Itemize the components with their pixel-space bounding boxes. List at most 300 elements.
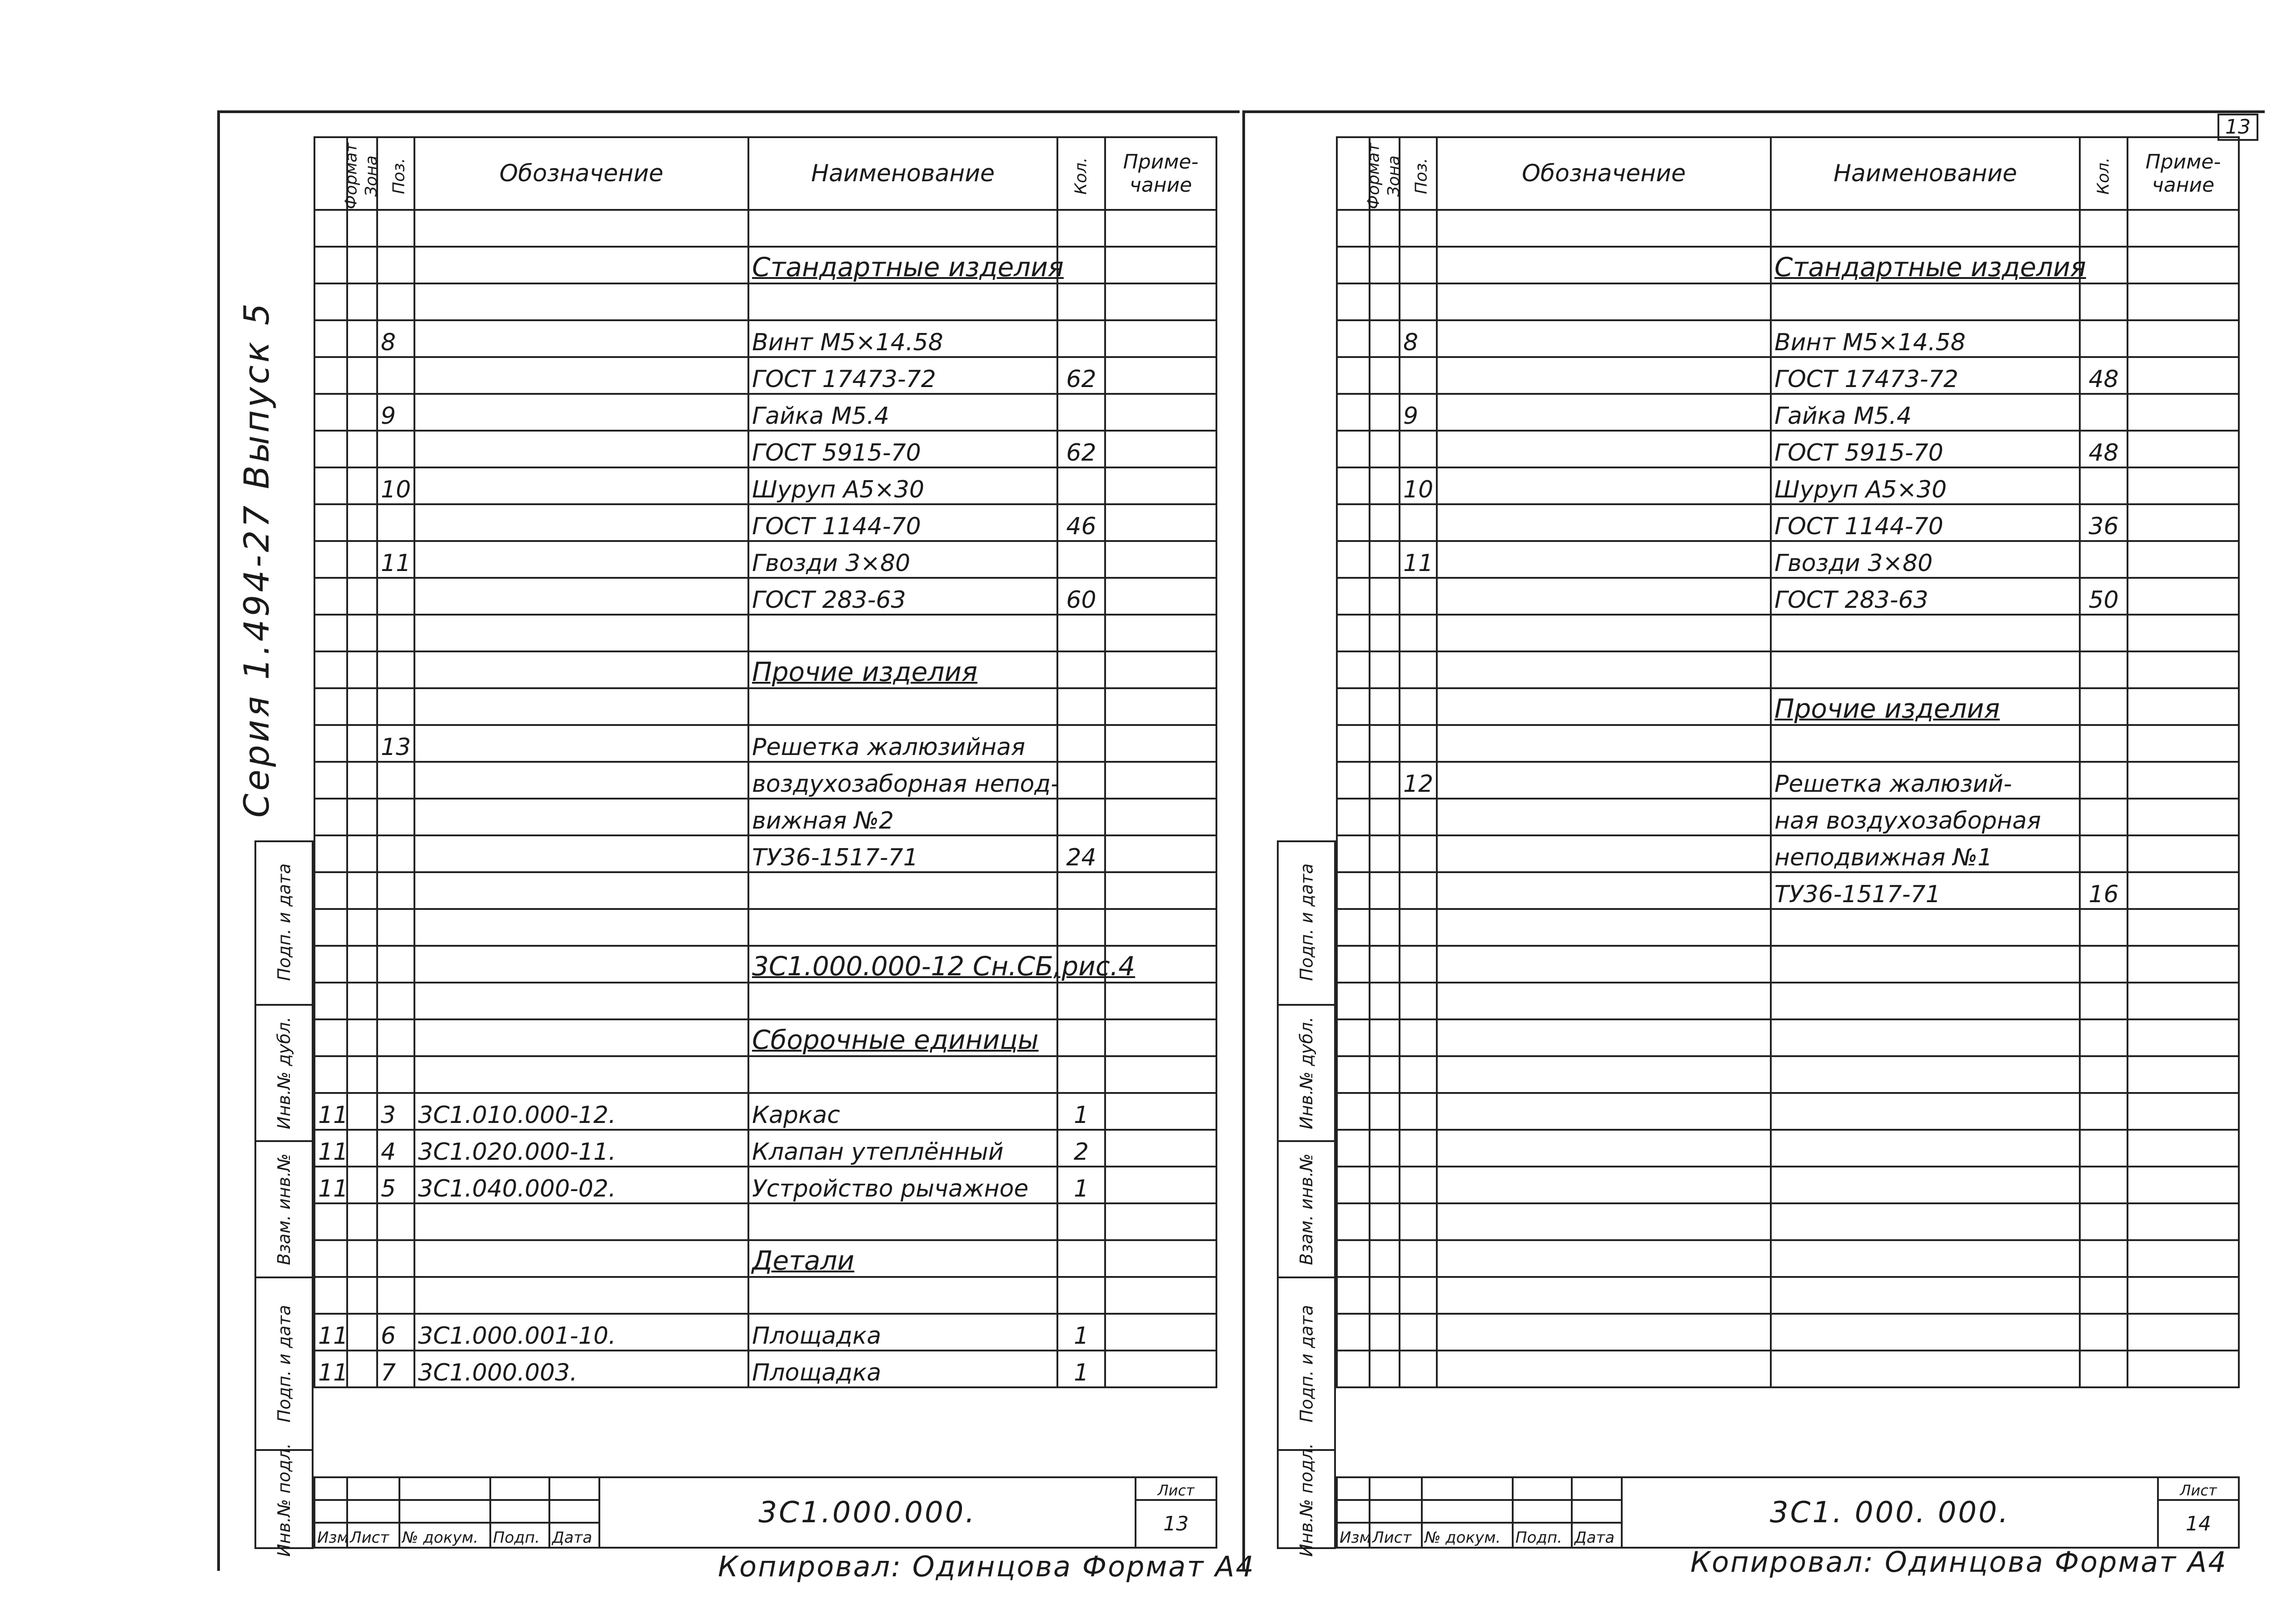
table-row — [1337, 247, 2239, 283]
cell-pos — [377, 1240, 414, 1277]
cell-zone — [1370, 210, 1400, 247]
cell-fmt — [1337, 504, 1370, 541]
cell-pos — [377, 431, 414, 467]
cell-designation — [1437, 835, 1771, 872]
table-row — [1337, 283, 2239, 320]
cell-pos — [1400, 799, 1437, 835]
cell-note — [2128, 247, 2239, 283]
cell-designation — [414, 394, 748, 431]
cell-designation — [1437, 283, 1771, 320]
cell-fmt — [1337, 210, 1370, 247]
cell-zone — [1370, 725, 1400, 762]
cell-qty — [2080, 983, 2128, 1019]
cell-note — [2128, 799, 2239, 835]
cell-qty: 62 — [1057, 431, 1105, 467]
cell-zone — [1370, 983, 1400, 1019]
cell-pos: 8 — [1400, 320, 1437, 357]
cell-note — [1105, 504, 1216, 541]
cell-pos — [1400, 578, 1437, 615]
table-row — [1337, 1351, 2239, 1387]
cell-zone — [1370, 467, 1400, 504]
cell-note — [1105, 431, 1216, 467]
cell-zone — [347, 1351, 377, 1387]
cell-name: Решетка жалюзий- — [1771, 762, 2080, 799]
cell-name — [748, 1203, 1057, 1240]
cell-designation — [414, 320, 748, 357]
cell-note — [1105, 651, 1216, 688]
cell-qty — [1057, 762, 1105, 799]
cell-note — [2128, 320, 2239, 357]
cell-fmt — [1337, 1277, 1370, 1314]
cell-fmt — [1337, 909, 1370, 946]
table-row — [314, 688, 1216, 725]
cell-designation — [414, 872, 748, 909]
cell-name: Клапан утеплённый — [748, 1130, 1057, 1167]
cell-fmt — [1337, 1167, 1370, 1203]
table-row — [314, 983, 1216, 1019]
margin-label: Инв.№ дубл. — [1296, 1017, 1317, 1129]
cell-fmt — [314, 872, 347, 909]
cell-fmt — [1337, 320, 1370, 357]
cell-designation — [414, 1056, 748, 1093]
section-heading-text: Детали — [752, 1245, 855, 1276]
cell-designation: 3С1.000.001-10. — [414, 1314, 748, 1351]
right-title-block — [1336, 1476, 2240, 1549]
cell-fmt — [1337, 357, 1370, 394]
cell-qty: 48 — [2080, 431, 2128, 467]
cell-pos — [377, 1019, 414, 1056]
cell-zone — [1370, 541, 1400, 578]
cell-zone — [347, 1056, 377, 1093]
cell-qty — [2080, 467, 2128, 504]
cell-note — [2128, 357, 2239, 394]
cell-pos: 8 — [377, 320, 414, 357]
cell-designation — [414, 431, 748, 467]
cell-qty — [1057, 210, 1105, 247]
cell-name — [748, 1056, 1057, 1093]
cell-name: Гвозди 3×80 — [748, 541, 1057, 578]
cell-qty — [1057, 1056, 1105, 1093]
table-row — [314, 1314, 1216, 1351]
section-heading — [748, 651, 1057, 688]
cell-fmt — [1337, 946, 1370, 983]
cell-zone — [1370, 651, 1400, 688]
doc-code: 3С1. 000. 000. — [1622, 1477, 2158, 1548]
table-row — [314, 1351, 1216, 1387]
cell-qty — [1057, 283, 1105, 320]
cell-designation — [414, 835, 748, 872]
header-format: Формат — [1337, 137, 1370, 210]
cell-name: ГОСТ 17473-72 — [1771, 357, 2080, 394]
cell-designation — [414, 578, 748, 615]
cell-pos — [377, 1277, 414, 1314]
cell-designation — [1437, 725, 1771, 762]
cell-designation — [414, 651, 748, 688]
cell-fmt — [1337, 1130, 1370, 1167]
cell-pos — [1400, 247, 1437, 283]
cell-pos — [1400, 615, 1437, 651]
header-zone: Зона — [347, 137, 377, 210]
cell-pos: 9 — [1400, 394, 1437, 431]
table-row — [1337, 909, 2239, 946]
cell-designation — [414, 725, 748, 762]
cell-name — [1771, 1093, 2080, 1130]
cell-fmt — [314, 578, 347, 615]
cell-pos — [377, 799, 414, 835]
cell-designation — [1437, 504, 1771, 541]
cell-designation — [1437, 394, 1771, 431]
cell-note — [1105, 872, 1216, 909]
table-row — [1337, 578, 2239, 615]
cell-zone — [347, 504, 377, 541]
tb-label-izm: Изм — [1337, 1523, 1370, 1548]
cell-name — [1771, 651, 2080, 688]
cell-zone — [347, 1093, 377, 1130]
cell-pos: 12 — [1400, 762, 1437, 799]
table-row — [1337, 835, 2239, 872]
cell-pos: 10 — [1400, 467, 1437, 504]
cell-zone — [1370, 431, 1400, 467]
cell-zone — [1370, 283, 1400, 320]
cell-zone — [347, 799, 377, 835]
cell-pos — [1400, 1019, 1437, 1056]
table-row — [1337, 983, 2239, 1019]
cell-pos: 11 — [377, 541, 414, 578]
cell-qty — [2080, 946, 2128, 983]
table-row — [1337, 762, 2239, 799]
table-row — [1337, 210, 2239, 247]
cell-designation — [1437, 1203, 1771, 1240]
cell-qty — [2080, 320, 2128, 357]
cell-name: Винт М5×14.58 — [748, 320, 1057, 357]
cell-fmt — [314, 1056, 347, 1093]
cell-designation — [1437, 651, 1771, 688]
cell-fmt — [1337, 1056, 1370, 1093]
table-row — [1337, 357, 2239, 394]
cell-fmt — [314, 1240, 347, 1277]
cell-qty — [2080, 394, 2128, 431]
table-row — [1337, 1277, 2239, 1314]
table-row — [314, 578, 1216, 615]
cell-pos — [377, 247, 414, 283]
cell-designation — [414, 1240, 748, 1277]
table-row — [1337, 1093, 2239, 1130]
margin-label: Взам. инв.№ — [274, 1153, 294, 1265]
cell-fmt — [314, 725, 347, 762]
table-row — [1337, 394, 2239, 431]
cell-pos — [1400, 946, 1437, 983]
cell-zone — [347, 725, 377, 762]
cell-pos: 9 — [377, 394, 414, 431]
cell-note — [2128, 394, 2239, 431]
cell-designation — [1437, 1314, 1771, 1351]
cell-note — [2128, 1240, 2239, 1277]
table-row — [1337, 1019, 2239, 1056]
cell-note — [1105, 1277, 1216, 1314]
cell-note — [2128, 1314, 2239, 1351]
header-qty: Кол. — [1057, 137, 1105, 210]
cell-note — [2128, 467, 2239, 504]
header-format: Формат — [314, 137, 347, 210]
cell-designation — [414, 210, 748, 247]
cell-designation — [414, 946, 748, 983]
cell-zone — [1370, 504, 1400, 541]
cell-name — [1771, 946, 2080, 983]
table-row — [314, 946, 1216, 983]
cell-designation: 3С1.000.003. — [414, 1351, 748, 1387]
cell-pos — [1400, 357, 1437, 394]
cell-qty — [1057, 983, 1105, 1019]
cell-qty — [1057, 247, 1105, 283]
cell-designation — [1437, 1093, 1771, 1130]
cell-fmt: 11 — [314, 1314, 347, 1351]
cell-fmt — [1337, 283, 1370, 320]
cell-name: Шуруп А5×30 — [748, 467, 1057, 504]
cell-designation — [414, 983, 748, 1019]
cell-pos — [1400, 909, 1437, 946]
cell-fmt — [1337, 799, 1370, 835]
cell-fmt — [1337, 725, 1370, 762]
cell-zone — [1370, 1240, 1400, 1277]
cell-qty — [1057, 725, 1105, 762]
cell-qty: 46 — [1057, 504, 1105, 541]
cell-note — [1105, 394, 1216, 431]
cell-note — [2128, 578, 2239, 615]
cell-pos — [377, 872, 414, 909]
cell-zone — [1370, 578, 1400, 615]
tb-label-date: Дата — [1572, 1523, 1622, 1548]
cell-pos: 7 — [377, 1351, 414, 1387]
cell-fmt — [314, 467, 347, 504]
cell-qty — [1057, 799, 1105, 835]
table-row — [1337, 1056, 2239, 1093]
cell-note — [1105, 983, 1216, 1019]
cell-designation: 3С1.010.000-12. — [414, 1093, 748, 1130]
cell-designation — [1437, 1130, 1771, 1167]
cell-qty — [1057, 541, 1105, 578]
cell-zone — [347, 1019, 377, 1056]
cell-pos: 11 — [1400, 541, 1437, 578]
table-row — [1337, 688, 2239, 725]
table-row — [314, 541, 1216, 578]
cell-zone — [1370, 872, 1400, 909]
cell-name: Винт М5×14.58 — [1771, 320, 2080, 357]
cell-designation — [414, 615, 748, 651]
sheet-label: Лист — [2158, 1477, 2239, 1500]
cell-fmt — [314, 615, 347, 651]
cell-designation — [1437, 247, 1771, 283]
table-row — [1337, 725, 2239, 762]
sheet-number: 14 — [2158, 1500, 2239, 1548]
cell-fmt: 11 — [314, 1351, 347, 1387]
table-row — [1337, 1130, 2239, 1167]
section-heading-text: Сборочные единицы — [752, 1024, 1039, 1055]
cell-note — [1105, 835, 1216, 872]
cell-note — [1105, 1167, 1216, 1203]
section-heading — [1771, 688, 2080, 725]
cell-zone — [347, 909, 377, 946]
cell-designation — [1437, 1351, 1771, 1387]
cell-name — [1771, 283, 2080, 320]
cell-designation — [1437, 983, 1771, 1019]
margin-label: Взам. инв.№ — [1296, 1153, 1316, 1265]
cell-designation — [414, 762, 748, 799]
table-row — [1337, 615, 2239, 651]
left-footer: Копировал: Одинцова Формат А4 — [718, 1550, 1255, 1583]
cell-name: ГОСТ 1144-70 — [1771, 504, 2080, 541]
cell-qty — [1057, 909, 1105, 946]
cell-pos — [377, 283, 414, 320]
section-heading — [748, 946, 1136, 983]
header-note: Приме- чание — [1105, 137, 1216, 210]
table-row — [1337, 467, 2239, 504]
table-row — [314, 1167, 1216, 1203]
cell-pos — [1400, 283, 1437, 320]
cell-name — [1771, 909, 2080, 946]
cell-note — [1105, 1203, 1216, 1240]
cell-designation — [1437, 762, 1771, 799]
header-designation: Обозначение — [414, 137, 748, 210]
cell-note — [2128, 1019, 2239, 1056]
header-row — [1337, 137, 2239, 210]
table-row — [1337, 320, 2239, 357]
cell-qty — [1057, 320, 1105, 357]
cell-pos — [1400, 1167, 1437, 1203]
table-row — [314, 1203, 1216, 1240]
cell-pos — [377, 1056, 414, 1093]
cell-note — [2128, 909, 2239, 946]
cell-pos — [377, 762, 414, 799]
cell-fmt — [1337, 431, 1370, 467]
cell-name — [1771, 1277, 2080, 1314]
sheet-label: Лист — [1136, 1477, 1216, 1500]
cell-fmt — [314, 431, 347, 467]
cell-designation — [1437, 946, 1771, 983]
cell-zone — [1370, 1019, 1400, 1056]
section-heading — [748, 247, 1064, 283]
table-row — [1337, 1240, 2239, 1277]
header-row — [314, 137, 1216, 210]
cell-designation — [1437, 210, 1771, 247]
cell-name: Гайка М5.4 — [748, 394, 1057, 431]
cell-qty — [1057, 651, 1105, 688]
cell-note — [1105, 1314, 1216, 1351]
table-row — [314, 799, 1216, 835]
cell-qty — [2080, 1351, 2128, 1387]
cell-pos — [1400, 1093, 1437, 1130]
cell-note — [2128, 615, 2239, 651]
cell-note — [2128, 210, 2239, 247]
cell-zone — [1370, 835, 1400, 872]
cell-designation — [414, 504, 748, 541]
cell-note — [2128, 1093, 2239, 1130]
cell-qty — [2080, 835, 2128, 872]
cell-fmt — [314, 247, 347, 283]
cell-name: воздухозаборная непод- — [748, 762, 1057, 799]
cell-pos — [1400, 210, 1437, 247]
cell-qty — [2080, 1019, 2128, 1056]
cell-pos: 3 — [377, 1093, 414, 1130]
cell-note — [2128, 431, 2239, 467]
cell-pos — [377, 688, 414, 725]
cell-fmt — [314, 541, 347, 578]
table-row — [314, 1019, 1216, 1056]
cell-fmt — [1337, 1203, 1370, 1240]
header-note: Приме- чание — [2128, 137, 2239, 210]
cell-fmt — [314, 835, 347, 872]
cell-fmt — [1337, 578, 1370, 615]
cell-note — [1105, 725, 1216, 762]
cell-designation — [414, 1019, 748, 1056]
cell-fmt — [1337, 1314, 1370, 1351]
cell-pos: 4 — [377, 1130, 414, 1167]
margin-label: Подп. и дата — [1296, 1305, 1317, 1423]
cell-qty: 48 — [2080, 357, 2128, 394]
cell-fmt — [314, 357, 347, 394]
cell-fmt — [1337, 1240, 1370, 1277]
cell-note — [1105, 467, 1216, 504]
cell-designation — [414, 688, 748, 725]
cell-zone — [1370, 946, 1400, 983]
cell-fmt: 11 — [314, 1130, 347, 1167]
cell-designation — [1437, 799, 1771, 835]
cell-zone — [347, 688, 377, 725]
cell-note — [1105, 578, 1216, 615]
left-title-block — [314, 1476, 1217, 1549]
cell-pos — [377, 357, 414, 394]
section-heading — [748, 1240, 1057, 1277]
cell-name — [748, 283, 1057, 320]
tb-label-izm: Изм — [314, 1523, 347, 1548]
tb-label-list: Лист — [1370, 1523, 1422, 1548]
cell-fmt — [314, 1277, 347, 1314]
cell-pos: 6 — [377, 1314, 414, 1351]
table-row — [314, 210, 1216, 247]
cell-name — [1771, 1130, 2080, 1167]
cell-fmt — [1337, 394, 1370, 431]
cell-fmt — [1337, 1019, 1370, 1056]
table-row — [1337, 431, 2239, 467]
section-heading-text: Стандартные изделия — [752, 252, 1064, 283]
cell-pos — [377, 1203, 414, 1240]
cell-fmt — [314, 799, 347, 835]
cell-name — [1771, 1056, 2080, 1093]
cell-designation — [1437, 320, 1771, 357]
header-designation: Обозначение — [1437, 137, 1771, 210]
cell-fmt — [1337, 615, 1370, 651]
cell-note — [2128, 541, 2239, 578]
cell-note — [2128, 504, 2239, 541]
tb-label-doc: № докум. — [1422, 1523, 1513, 1548]
cell-pos — [377, 504, 414, 541]
cell-name: Площадка — [748, 1314, 1057, 1351]
cell-name — [748, 872, 1057, 909]
table-row — [314, 1277, 1216, 1314]
cell-fmt — [1337, 651, 1370, 688]
cell-qty — [2080, 1240, 2128, 1277]
cell-zone — [1370, 1351, 1400, 1387]
cell-fmt — [1337, 1351, 1370, 1387]
doc-code: 3С1.000.000. — [599, 1477, 1136, 1548]
cell-pos — [1400, 835, 1437, 872]
table-row — [1337, 872, 2239, 909]
cell-name: ГОСТ 5915-70 — [1771, 431, 2080, 467]
cell-designation — [1437, 357, 1771, 394]
cell-zone — [347, 762, 377, 799]
cell-fmt — [314, 688, 347, 725]
tb-label-list: Лист — [347, 1523, 399, 1548]
cell-designation — [1437, 578, 1771, 615]
